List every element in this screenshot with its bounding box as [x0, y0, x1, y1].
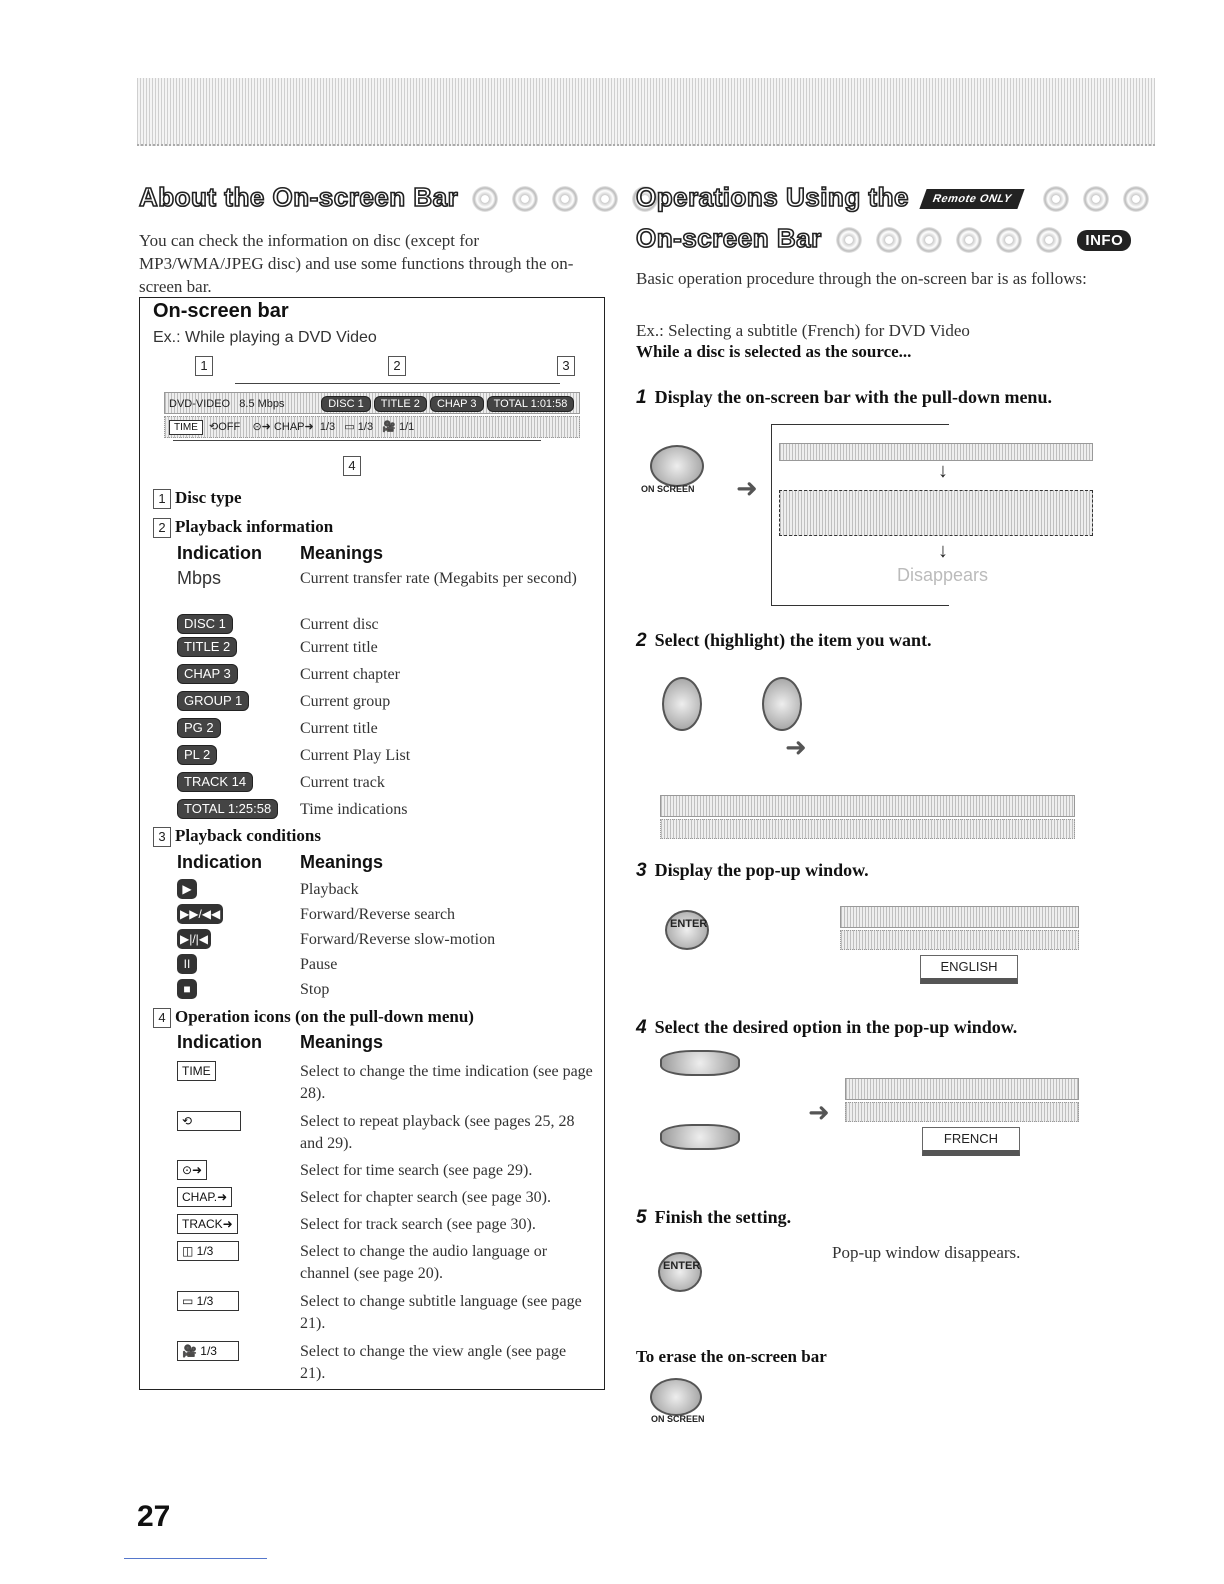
onscreen-bar-box: On-screen bar Ex.: While playing a DVD Video 1 2 3 DVD-VIDEO 8.5 Mbps DISC 1 TITLE 2 CHAP 3 TOTAL 1:01:58 TIME ⟲OFF ⊙➜ CHAP➜ 1/3 ▭ 1/3 🎥 1/1 4 1 Disc type 2 Playback information Indication Meanings Mbps Current transfer rate (Megabits per second) DISC 1 Current disc TITLE 2 Current title CHAP 3 Current chapter GROUP 1 Current group PG 2 Current title PL 2 Current Play List TRACK 14 Current track TOTAL 1:25:58 Time indications 3 Playback conditions Indication Meanings ▶ Playback ▶▶/◀◀ Forward/Reverse search ▶|/|◀ Forward/Reverse slow-motion II Pause ■ Stop 4 Operation icons (on the pull-down menu) Indication Meanings TIME Select to change the time indication (see page 28). ⟲ Select to repeat playback (see pages 25, 28 and 29). ⊙➜ Select for time search (see page 29). CHAP.➜ Select for chapter search (see page 30). TRACK➜ Select for track search (see page 30). ◫ 1/3 Select to change the audio language or channel (see page 20). ▭ 1/3 Select to change subtitle language (see page 21). 🎥 1/3 Select to change the view angle (see page 21). [139, 297, 605, 1390]
step4-bar-row1 [845, 1078, 1079, 1100]
page-number: 27 [137, 1500, 171, 1533]
callout-line [235, 383, 560, 384]
audio-icon-value: 1/3 [196, 1244, 214, 1258]
bar-audio: 1/3 [319, 421, 336, 433]
bar-chap-search: CHAP [273, 421, 305, 433]
arrow-right-icon: ➜ [736, 474, 758, 503]
right-example: Ex.: Selecting a subtitle (French) for DVD Video [636, 321, 970, 340]
right-section-title-1: Operations Using the Remote ONLY [636, 182, 1149, 213]
header-banner [137, 78, 1155, 146]
bar-time: TIME [169, 420, 203, 435]
right-while: While a disc is selected as the source... [636, 342, 912, 361]
callout-2: 2 [388, 356, 406, 376]
step-2: 2 Select (highlight) the item you want. [636, 630, 932, 651]
enter-button-2 [658, 1252, 702, 1292]
left-arrow-button [662, 677, 702, 731]
section-op-icons: 4 Operation icons (on the pull-down menu) [153, 1007, 474, 1028]
step-5: 5 Finish the setting. [636, 1207, 792, 1228]
bar-mbps: 8.5 Mbps [239, 398, 285, 410]
right-section-title-2: On-screen Bar INFO [636, 223, 1131, 254]
box-title: On-screen bar [153, 300, 289, 322]
col-meanings: Meanings [300, 543, 384, 563]
callout-line-4 [173, 440, 541, 441]
bar-chap: CHAP 3 [430, 396, 484, 412]
on-screen-label-1: ON SCREEN [641, 484, 695, 494]
left-section-title: About the On-screen Bar [139, 182, 658, 213]
col-meanings-3: Meanings [300, 1032, 384, 1052]
left-intro: You can check the information on disc (except for MP3/WMA/JPEG disc) and use some functions through the on-screen bar. [139, 231, 574, 296]
erase-title: To erase the on-screen bar [636, 1347, 827, 1366]
col-meanings-2: Meanings [300, 852, 384, 872]
enter-label-1: ENTER [670, 918, 708, 930]
bar-total: TOTAL 1:01:58 [487, 396, 575, 412]
bar-disc-type: DVD-VIDEO [169, 398, 231, 410]
on-screen-label-2: ON SCREEN [651, 1414, 705, 1424]
section-conditions: 3 Playback conditions [153, 826, 321, 847]
callout-4: 4 [343, 456, 361, 476]
bar-title: TITLE 2 [374, 396, 427, 412]
footer-rule [124, 1558, 267, 1559]
right-arrow-button [762, 677, 802, 731]
arrow-right-icon-2: ➜ [785, 733, 807, 762]
remote-only-badge: Remote ONLY [919, 189, 1025, 209]
on-screen-button [650, 445, 704, 487]
step3-bar-row1 [840, 906, 1079, 928]
down-arrow-button [660, 1124, 740, 1150]
bar-subtitle: 1/3 [357, 421, 374, 433]
section-playback-info: 2 Playback information [153, 517, 333, 538]
subtitle-icon-value: 1/3 [196, 1294, 214, 1308]
popup-french: FRENCH [922, 1127, 1020, 1156]
arrow-right-icon-3: ➜ [808, 1098, 830, 1127]
info-badge: INFO [1077, 230, 1131, 251]
bar-angle: 1/1 [399, 421, 415, 433]
step-3: 3 Display the pop-up window. [636, 860, 869, 881]
step3-bar-row2 [840, 930, 1079, 950]
arrow-down-icon-2: ↓ [938, 540, 948, 562]
popup-english: ENGLISH [920, 955, 1018, 984]
col-indication: Indication [177, 543, 262, 563]
angle-icon-value: 1/3 [200, 1344, 217, 1358]
step-4: 4 Select the desired option in the pop-up window. [636, 1017, 1018, 1038]
step2-bar-row2 [660, 819, 1075, 839]
right-intro: Basic operation procedure through the on-screen bar is as follows: [636, 269, 1087, 288]
onscreen-bar-row1 [164, 392, 580, 414]
step4-bar-row2 [845, 1102, 1079, 1122]
step1-bar-pulldown [779, 490, 1093, 536]
step1-bar-top [779, 443, 1093, 461]
col-indication-2: Indication [177, 852, 262, 872]
step2-bar-row1 [660, 795, 1075, 817]
section-disc-type: 1 Disc type [153, 488, 242, 509]
onscreen-bar-row2: TIME ⟲OFF ⊙➜ CHAP➜ 1/3 ▭ 1/3 🎥 1/1 [164, 416, 580, 438]
on-screen-button-2 [650, 1378, 702, 1416]
callout-1: 1 [195, 356, 213, 376]
box-example: Ex.: While playing a DVD Video [153, 329, 377, 346]
bar-disc: DISC 1 [321, 396, 370, 412]
up-arrow-button [660, 1050, 740, 1076]
enter-label-2: ENTER [663, 1260, 701, 1272]
step-1: 1 Display the on-screen bar with the pull-down menu. [636, 387, 1052, 408]
bar-repeat-off: OFF [218, 421, 241, 433]
arrow-down-icon-1: ↓ [938, 460, 948, 482]
popup-disappears-note: Pop-up window disappears. [832, 1243, 1021, 1262]
callout-3: 3 [557, 356, 575, 376]
enter-button-1 [665, 910, 709, 950]
disappears-text: Disappears [897, 565, 989, 585]
col-indication-3: Indication [177, 1032, 262, 1052]
